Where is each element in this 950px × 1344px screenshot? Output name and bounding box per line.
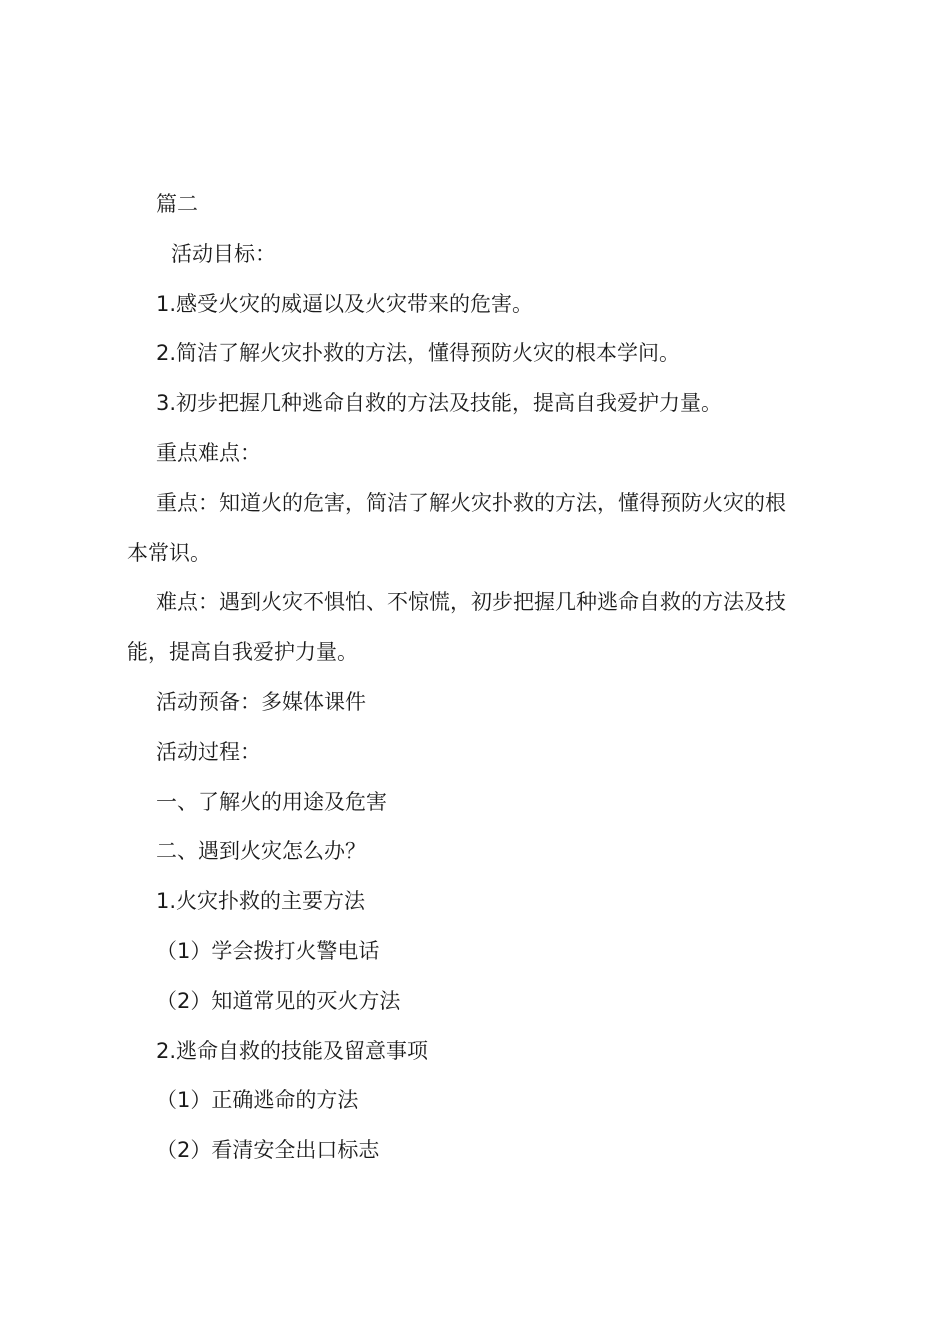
goal-item-3: 3.初步把握几种逃命自救的方法及技能，提高自我爱护力量。	[156, 391, 723, 416]
process-step-2: 二、遇到火灾怎么办？	[156, 839, 366, 864]
process-sub-2: 2.逃命自救的技能及留意事项	[156, 1038, 429, 1063]
process-sub-1: 1.火灾扑救的主要方法	[156, 889, 366, 914]
document-body	[127, 180, 837, 1176]
key-point-text: 重点：知道火的危害，简洁了解火灾扑救的方法，懂得预防火灾的根	[156, 490, 786, 515]
process-sub-2-item-1: （1）正确逃命的方法	[156, 1088, 359, 1113]
key-point-text-continued: 本常识。	[127, 540, 211, 565]
section-heading: 篇二	[156, 192, 198, 216]
activity-process-heading: 活动过程：	[156, 739, 261, 764]
activity-preparation: 活动预备：多媒体课件	[156, 689, 366, 714]
key-points-heading: 重点难点：	[156, 440, 261, 465]
process-sub-2-item-2: （2）看清安全出口标志	[156, 1138, 380, 1163]
activity-goals-heading: 活动目标：	[171, 241, 276, 266]
difficult-point-text: 难点：遇到火灾不惧怕、不惊慌，初步把握几种逃命自救的方法及技	[156, 590, 786, 615]
goal-item-2: 2.简洁了解火灾扑救的方法，懂得预防火灾的根本学问。	[156, 341, 681, 366]
goal-item-1: 1.感受火灾的威逼以及火灾带来的危害。	[156, 291, 534, 316]
process-sub-1-item-1: （1）学会拨打火警电话	[156, 938, 380, 963]
process-step-1: 一、了解火的用途及危害	[156, 789, 387, 814]
process-sub-1-item-2: （2）知道常见的灭火方法	[156, 988, 401, 1013]
difficult-point-text-continued: 能，提高自我爱护力量。	[127, 640, 358, 665]
